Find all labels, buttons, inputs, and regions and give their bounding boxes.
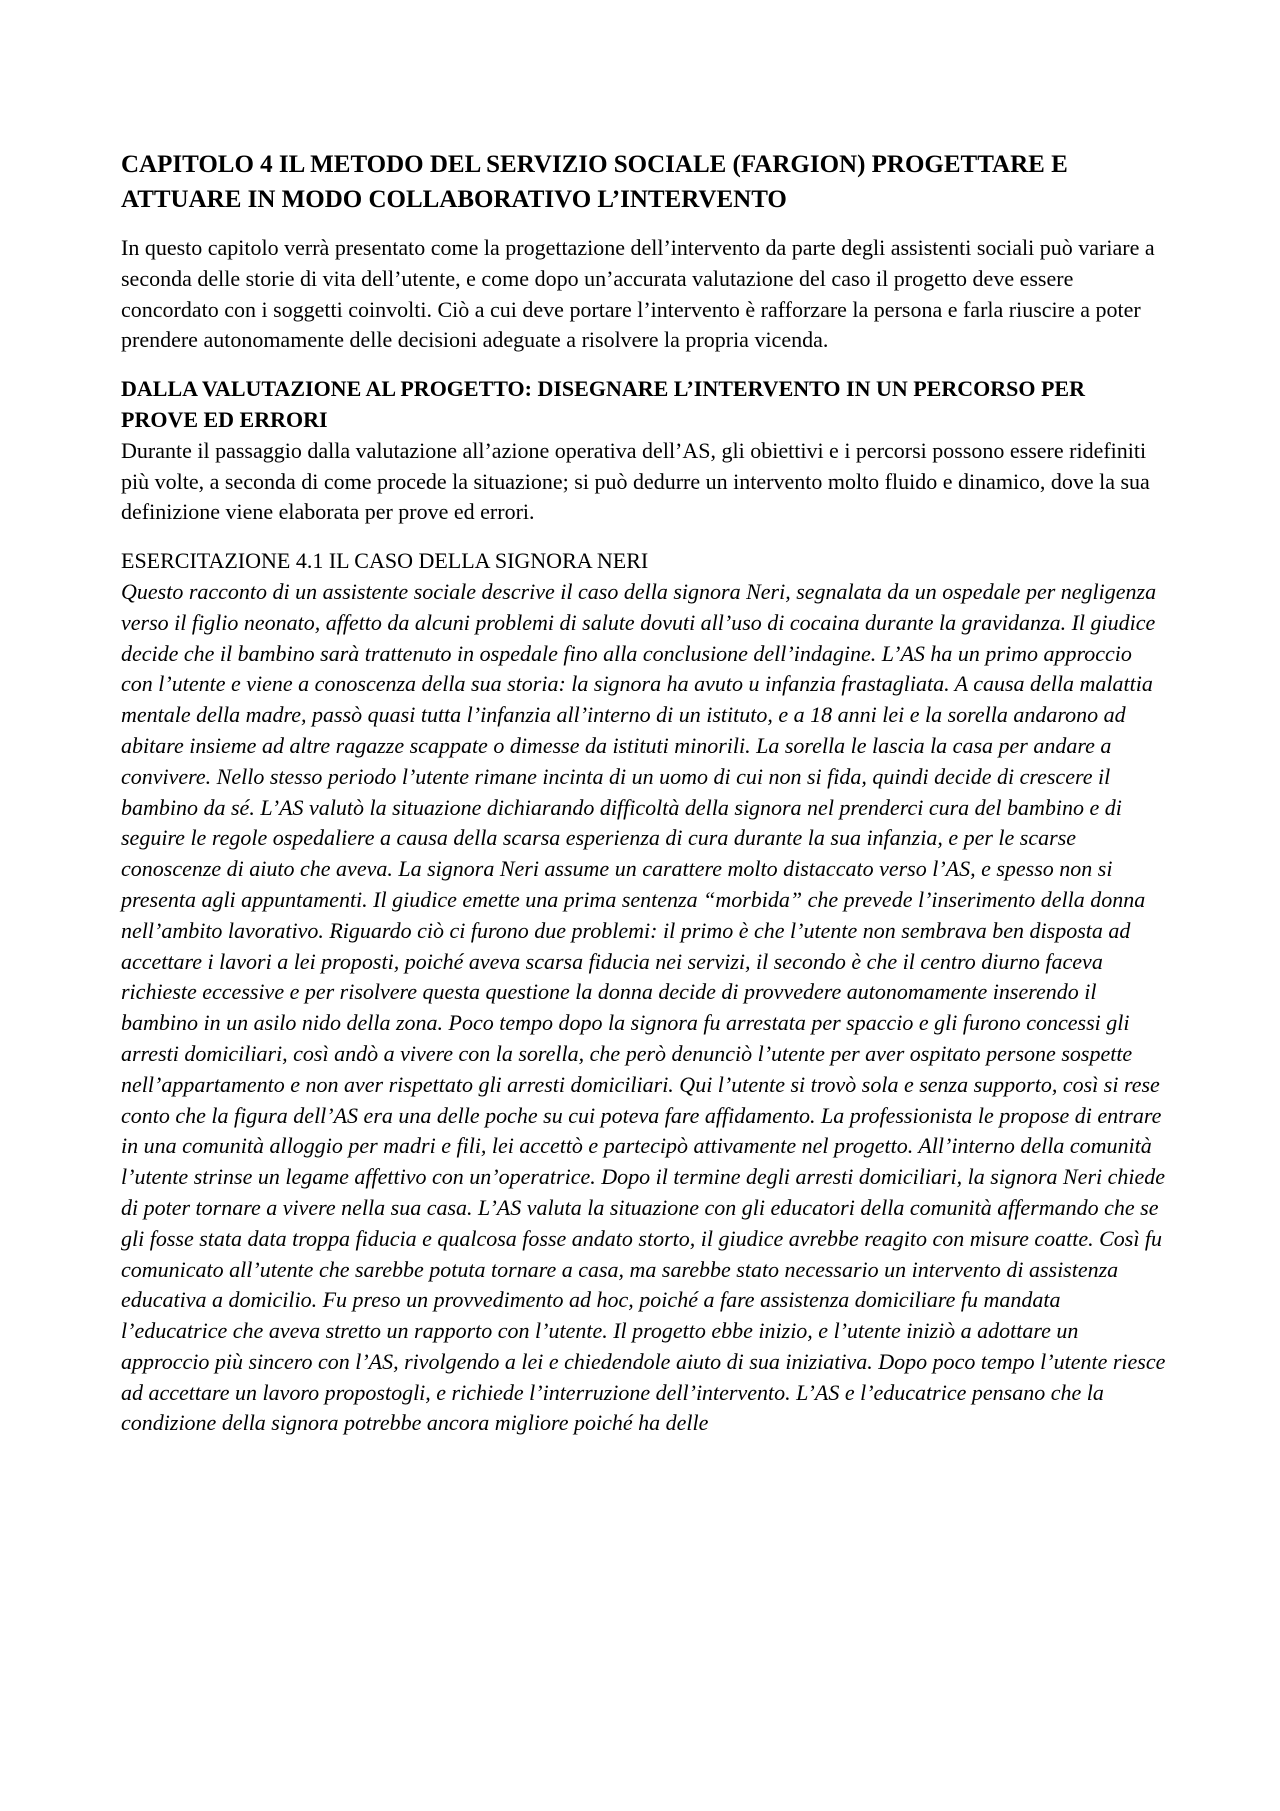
exercise-heading: ESERCITAZIONE 4.1 IL CASO DELLA SIGNORA NERI [121, 548, 649, 574]
chapter-title: CAPITOLO 4 IL METODO DEL SERVIZIO SOCIALE (FARGION) PROGETTARE E ATTUARE IN MODO COLLABORATIVO L’INTERVENTO [121, 151, 1068, 213]
intro-paragraph: In questo capitolo verrà presentato come la progettazione dell’intervento da parte degli assistenti sociali può variare a seconda delle storie di vita dell’utente, e come dopo un’accurata valutazione del caso il progetto deve essere concordato con i soggetti coinvolti. Ciò a cui deve portare l’intervento è rafforzare la persona e farla riuscire a poter prendere autonomamente delle decisioni adeguate a risolvere la propria vicenda. [121, 235, 1155, 353]
section-paragraph: Durante il passaggio dalla valutazione all’azione operativa dell’AS, gli obiettivi e i percorsi possono essere ridefiniti più volte, a seconda di come procede la situazione; si può dedurre un intervento molto fluido e dinamico, dove la sua definizione viene elaborata per prove ed errori. [121, 437, 1150, 525]
document-page [121, 148, 1166, 1439]
section-heading: DALLA VALUTAZIONE AL PROGETTO: DISEGNARE L’INTERVENTO IN UN PERCORSO PER PROVE ED ERRORI [121, 376, 1085, 432]
exercise-story: Questo racconto di un assistente sociale descrive il caso della signora Neri, segnalata da un ospedale per negligenza verso il figlio neonato, affetto da alcuni problemi di salute dovuti all’uso di cocaina durante la gravidanza. Il giudice decide che il bambino sarà trattenuto in ospedale fino alla conclusione dell’indagine. L’AS ha un primo approccio con l’utente e viene a conoscenza della sua storia: la signora ha avuto u infanzia frastagliata. A causa della malattia mentale della madre, passò quasi tutta l’infanzia all’interno di un istituto, e a 18 anni lei e la sorella andarono ad abitare insieme ad altre ragazze scappate o dimesse da istituti minorili. La sorella le lascia la casa per andare a convivere. Nello stesso periodo l’utente rimane incinta di un uomo di cui non si fida, quindi decide di crescere il bambino da sé. L’AS valutò la situazione dichiarando difficoltà della signora nel prenderci cura del bambino e di seguire le regole ospedaliere a causa della scarsa esperienza di cura durante la sua infanzia, e per le scarse conoscenze di aiuto che aveva. La signora Neri assume un carattere molto distaccato verso l’AS, e spesso non si presenta agli appuntamenti. Il giudice emette una prima sentenza “morbida” che prevede l’inserimento della donna nell’ambito lavorativo. Riguardo ciò ci furono due problemi: il primo è che l’utente non sembrava ben disposta ad accettare i lavori a lei proposti, poiché aveva scarsa fiducia nei servizi, il secondo è che il centro diurno faceva richieste eccessive e per risolvere questa questione la donna decide di provvedere autonomamente inserendo il bambino in un asilo nido della zona. Poco tempo dopo la signora fu arrestata per spaccio e gli furono concessi gli arresti domiciliari, così andò a vivere con la sorella, che però denunciò l’utente per aver ospitato persone sospette nell’appartamento e non aver rispettato gli arresti domiciliari. Qui l’utente si trovò sola e senza supporto, così si rese conto che la figura dell’AS era una delle poche su cui poteva fare affidamento. La professionista le propose di entrare in una comunità alloggio per madri e fili, lei accettò e partecipò attivamente nel progetto. All’interno della comunità l’utente strinse un legame affettivo con un’operatrice. Dopo il termine degli arresti domiciliari, la signora Neri chiede di poter tornare a vivere nella sua casa. L’AS valuta la situazione con gli educatori della comunità affermando che se gli fosse stata data troppa fiducia e qualcosa fosse andato storto, il giudice avrebbe reagito con misure coatte. Così fu comunicato all’utente che sarebbe potuta tornare a casa, ma sarebbe stato necessario un intervento di assistenza educativa a domicilio. Fu preso un provvedimento ad hoc, poiché a fare assistenza domiciliare fu mandata l’educatrice che aveva stretto un rapporto con l’utente. Il progetto ebbe inizio, e l’utente iniziò a adottare un approccio più sincero con l’AS, rivolgendo a lei e chiedendole aiuto di sua iniziativa. Dopo poco tempo l’utente riesce ad accettare un lavoro propostogli, e richiede l’interruzione dell’intervento. L’AS e l’educatrice pensano che la condizione della signora potrebbe ancora migliore poiché ha delle [121, 578, 1166, 1436]
